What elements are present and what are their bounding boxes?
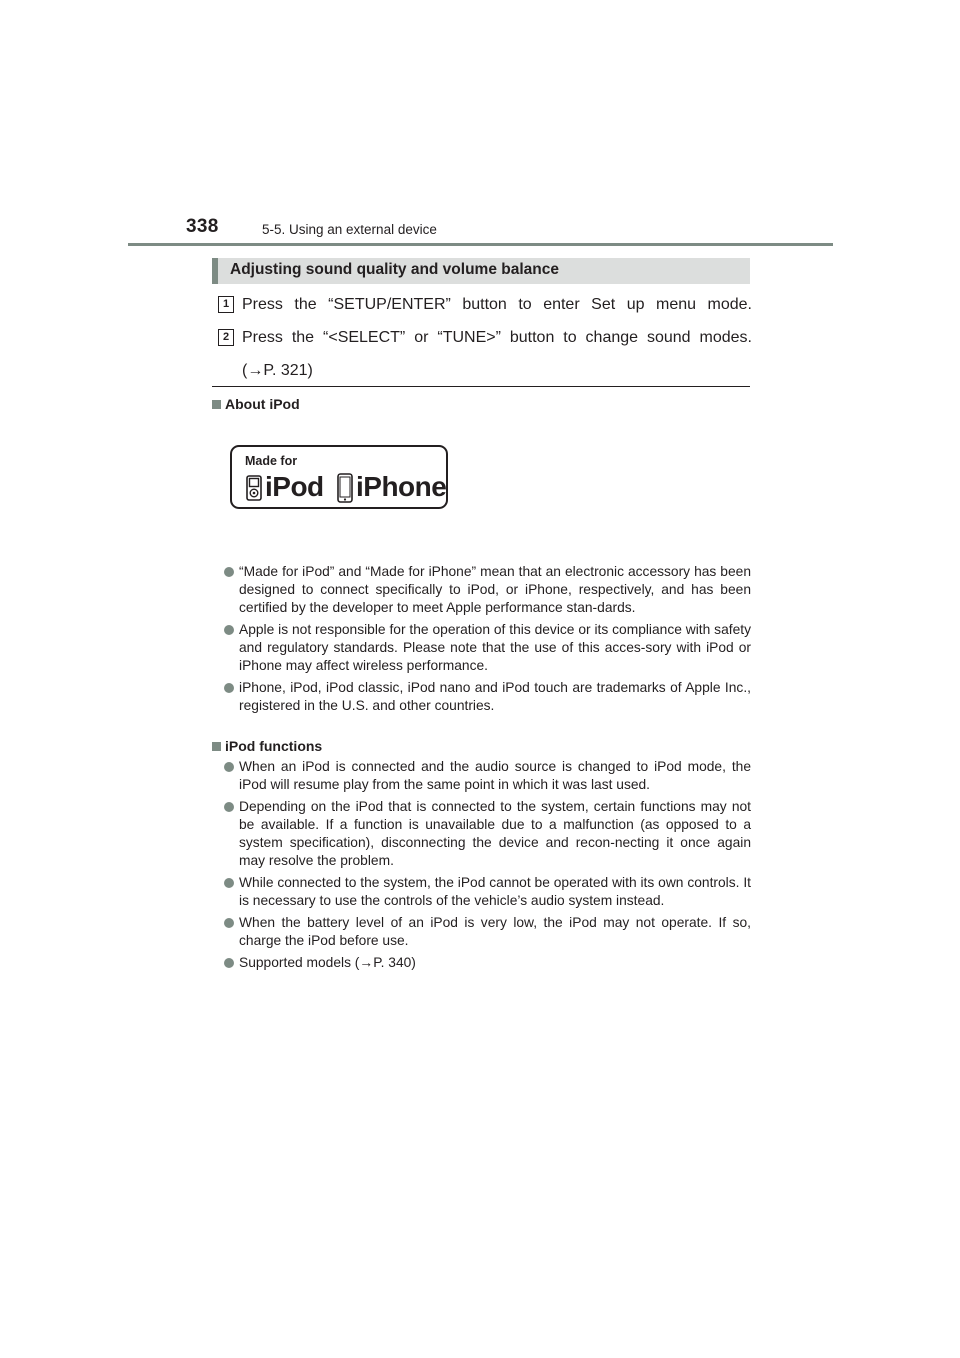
page-number: 338 xyxy=(186,216,219,237)
bullet-dot-icon xyxy=(224,625,234,635)
list-item: Supported models (→P. 340) xyxy=(224,954,751,972)
iphone-device-icon xyxy=(337,473,353,503)
list-item: iPhone, iPod, iPod classic, iPod nano and iPod touch are trademarks of Apple Inc., registered in the U.S. and other countries. xyxy=(224,679,751,715)
header-rule xyxy=(128,243,833,246)
section-title: 5-5. Using an external device xyxy=(262,222,437,237)
square-bullet-icon xyxy=(212,400,221,409)
logo-iphone-text: iPhone xyxy=(356,471,447,502)
step-2 xyxy=(218,321,753,387)
bullet-dot-icon xyxy=(224,878,234,888)
bullet-dot-icon xyxy=(224,683,234,693)
logo-made-for-text: Made for xyxy=(245,454,298,468)
bullet-dot-icon xyxy=(224,958,234,968)
sub-heading-ipod-functions xyxy=(212,738,322,754)
list-item: While connected to the system, the iPod cannot be operated with its own controls. It is necessary to use the controls of the vehicle’s audio system instead. xyxy=(224,874,751,910)
square-bullet-icon xyxy=(212,742,221,751)
bullet-dot-icon xyxy=(224,567,234,577)
sub-heading-text: iPod functions xyxy=(225,738,323,754)
sub-heading-about-ipod xyxy=(212,396,300,412)
heading-bar xyxy=(212,258,750,284)
list-item: When an iPod is connected and the audio source is changed to iPod mode, the iPod will resume play from the same point in which it was last used. xyxy=(224,758,751,794)
sub-heading-text: About iPod xyxy=(225,396,300,412)
bullet-dot-icon xyxy=(224,762,234,772)
bullet-dot-icon xyxy=(224,918,234,928)
ipod-device-icon xyxy=(246,475,262,501)
step-text: Press the “SETUP/ENTER” button to enter Set up menu mode. xyxy=(242,296,752,313)
list-item: When the battery level of an iPod is very low, the iPod may not operate. If so, charge the iPod before use. xyxy=(224,914,751,950)
heading-title: Adjusting sound quality and volume balance xyxy=(230,261,559,278)
logo-ipod-text: iPod xyxy=(265,471,324,502)
step-1 xyxy=(218,288,753,321)
made-for-ipod-iphone-logo xyxy=(230,445,448,509)
step-number-badge: 2 xyxy=(218,329,234,346)
step-text: Press the “<SELECT” or “TUNE>” button to change sound modes. xyxy=(242,329,752,346)
about-ipod-bullet-list xyxy=(224,563,751,719)
list-item: Apple is not responsible for the operation of this device or its compliance with safety and regulatory standards. Please note that the use of this acces-sory with iPod or iPhone may affect wireless performance. xyxy=(224,621,751,675)
step-number-badge: 1 xyxy=(218,296,234,313)
page-reference: (→P. 321) xyxy=(242,362,313,379)
list-item: “Made for iPod” and “Made for iPhone” mean that an electronic accessory has been designed to connect specifically to iPod, or iPhone, respectively, and has been certified by the developer to meet Apple performance stan-dards. xyxy=(224,563,751,617)
bullet-dot-icon xyxy=(224,802,234,812)
list-item: Depending on the iPod that is connected to the system, certain functions may not be available. If a function is unavailable due to a malfunction (as opposed to a system specification), disconnecting the device and recon-necting it once again may resolve the problem. xyxy=(224,798,751,870)
section-divider xyxy=(212,386,750,387)
ipod-functions-bullet-list xyxy=(224,758,751,976)
